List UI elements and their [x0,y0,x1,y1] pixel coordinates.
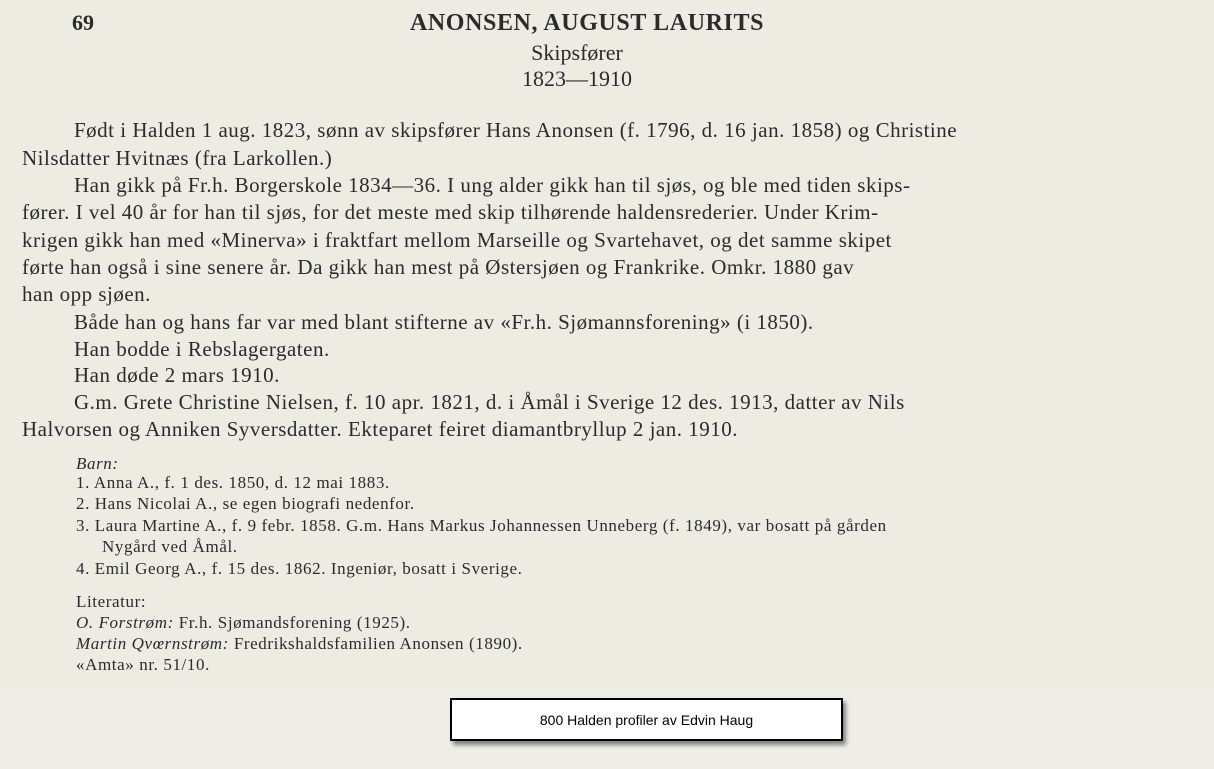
body-line: Født i Halden 1 aug. 1823, sønn av skipsfører Hans Anonsen (f. 1796, d. 16 jan. 1858) og Christine [74,118,958,142]
literature-heading: Literatur: [76,592,147,611]
literature-author: Martin Qvœrnstrøm: [76,634,229,653]
caption-box: 800 Halden profiler av Edvin Haug [450,698,843,741]
literature-entry [76,634,523,654]
child-entry: 2. Hans Nicolai A., se egen biografi nedenfor. [76,494,415,513]
child-entry: 4. Emil Georg A., f. 15 des. 1862. Ingeniør, bosatt i Sverige. [76,559,523,578]
body-line: førte han også i sine senere år. Da gikk han mest på Østersjøen og Frankrike. Omkr. 1880 gav [22,255,855,279]
body-line: Han bodde i Rebslagergaten. [74,337,330,361]
body-line: krigen gikk han med «Minerva» i fraktfart mellom Marseille og Svartehavet, og det samme skipet [22,228,892,252]
literature-work: Fredrikshaldsfamilien Anonsen (1890). [233,634,523,653]
literature-entry [76,613,411,633]
person-name: ANONSEN, AUGUST LAURITS [409,10,765,36]
body-line: Han døde 2 mars 1910. [74,363,280,387]
page-number: 69 [72,10,94,35]
body-line: Han gikk på Fr.h. Borgerskole 1834—36. I ung alder gikk han til sjøs, og ble med tiden skips- [74,173,911,197]
body-line: fører. I vel 40 år for han til sjøs, for det meste med skip tilhørende haldensrederier. Under Krim- [22,200,879,224]
literature-work: Fr.h. Sjømandsforening (1925). [178,613,411,632]
child-entry: Nygård ved Åmål. [102,537,238,556]
person-years: 1823—1910 [522,66,632,91]
body-line: Nilsdatter Hvitnæs (fra Larkollen.) [22,146,333,170]
body-line: Halvorsen og Anniken Syversdatter. Ekteparet feiret diamantbryllup 2 jan. 1910. [22,417,738,441]
person-occupation: Skipsfører [531,40,623,65]
body-line: Både han og hans far var med blant stifterne av «Fr.h. Sjømannsforening» (i 1850). [74,310,814,334]
literature-entry: «Amta» nr. 51/10. [76,655,210,674]
child-entry: 1. Anna A., f. 1 des. 1850, d. 12 mai 1883. [76,473,390,492]
body-line: G.m. Grete Christine Nielsen, f. 10 apr. 1821, d. i Åmål i Sverige 12 des. 1913, datter av Nils [74,390,905,414]
literature-author: O. Forstrøm: [76,613,174,632]
child-entry: 3. Laura Martine A., f. 9 febr. 1858. G.m. Hans Markus Johannessen Unneberg (f. 1849), var bosatt på gården [76,516,887,535]
children-heading: Barn: [76,454,119,473]
body-line: han opp sjøen. [22,282,151,306]
